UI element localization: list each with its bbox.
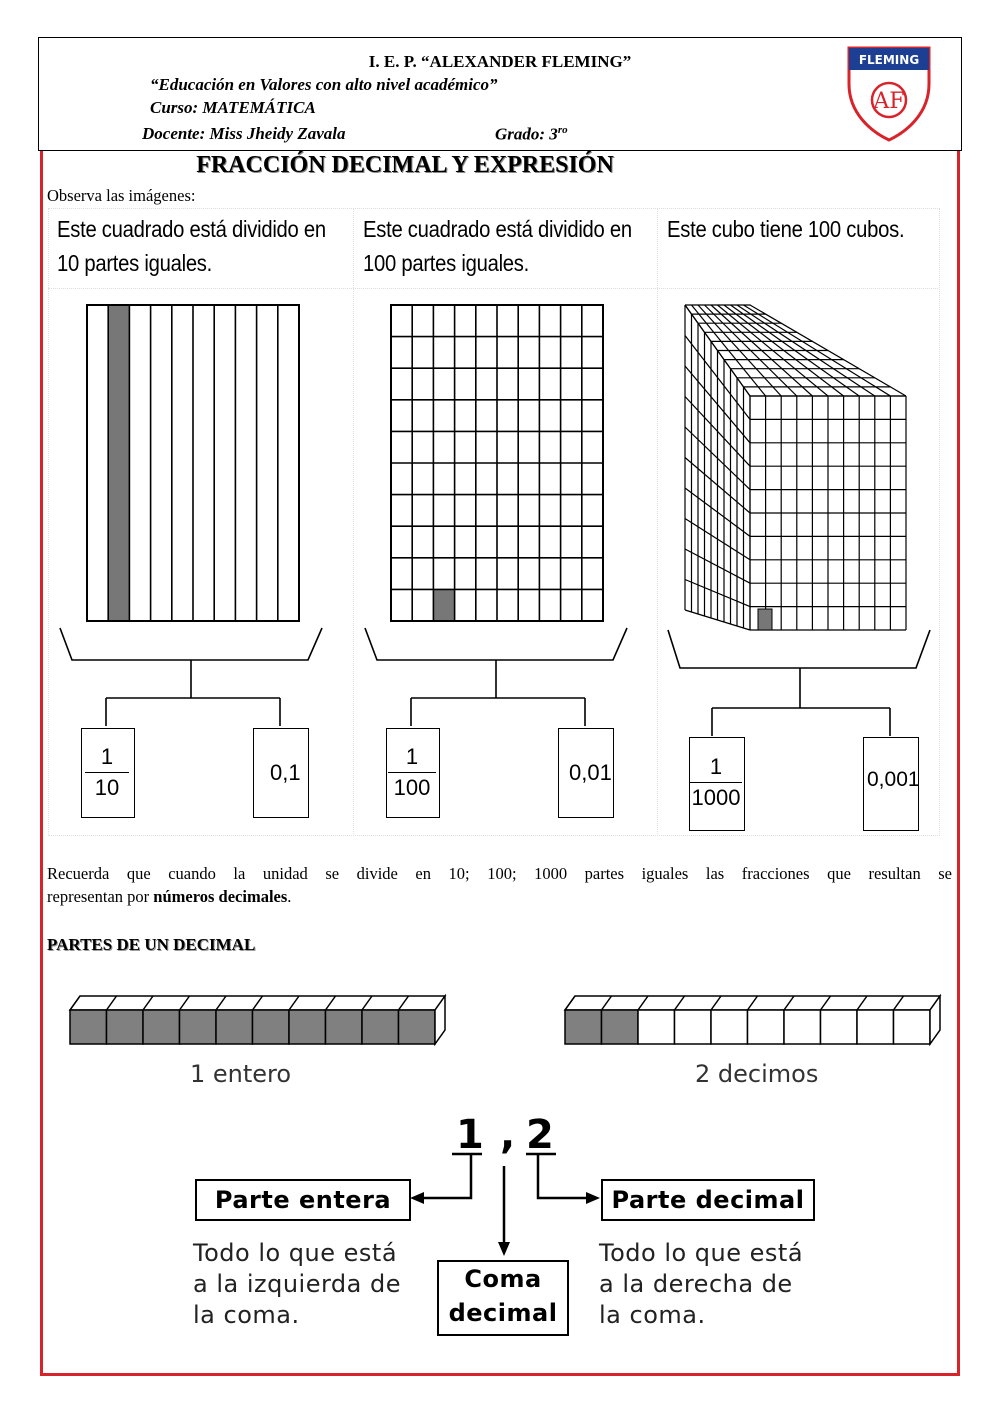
comma-box: Coma decimal (437, 1260, 569, 1336)
panel-divider (48, 288, 938, 289)
reminder-line-2: representan por números decimales. (47, 887, 292, 906)
bar-one-whole (68, 992, 452, 1054)
decimal-0-1: 0,1 (270, 760, 301, 785)
logo-text: FLEMING (858, 53, 920, 67)
fraction-1-100: 1 100 (388, 744, 436, 801)
decimal-part-box: Parte decimal (601, 1179, 815, 1221)
number-arrows (400, 1150, 610, 1260)
section-title: PARTES DE UN DECIMAL (47, 935, 256, 954)
thousand-cube (680, 300, 912, 636)
panel-1-text: Este cuadrado está dividido en 10 partes iguales. (57, 216, 326, 276)
main-title: FRACCIÓN DECIMAL Y EXPRESIÓN (196, 152, 614, 178)
label-one-whole: 1 entero (190, 1060, 292, 1088)
fraction-1-1000: 1 1000 (691, 754, 741, 810)
teacher-name: Docente: Miss Jheidy Zavala (142, 124, 346, 143)
number-integer: 1 (456, 1112, 484, 1158)
decimal-part-description: Todo lo que está a la derecha de la coma. (599, 1239, 804, 1329)
bar-two-tenths (563, 992, 947, 1054)
panel-3-text: Este cubo tiene 100 cubos. (667, 216, 905, 242)
integer-part-description: Todo lo que está a la izquierda de la coma. (193, 1239, 401, 1329)
decimal-0-01: 0,01 (569, 760, 612, 785)
fraction-1-10: 1 10 (85, 744, 129, 801)
school-name: I. E. P. “ALEXANDER FLEMING” (368, 52, 632, 71)
observe-text: Observa las imágenes: (47, 186, 196, 205)
connector-lines (50, 622, 940, 742)
reminder-line-1: Recuerda que cuando la unidad se divide en 10; 100; 1000 partes iguales las fracciones que resultan se (47, 864, 952, 883)
logo-letters: AF (873, 89, 905, 114)
decimal-0-001: 0,001 (867, 768, 920, 791)
number-comma: , (500, 1112, 516, 1158)
grade: Grado: $3^{ro}$ (495, 124, 568, 144)
school-logo (846, 44, 932, 142)
tenths-square (86, 304, 300, 622)
label-two-tenths: 2 decimos (695, 1060, 819, 1088)
hundredths-square (390, 304, 604, 622)
number-decimal: 2 (526, 1112, 554, 1158)
integer-part-box: Parte entera (195, 1179, 411, 1221)
course-name: Curso: MATEMÁTICA (150, 98, 316, 117)
school-motto: “Educación en Valores con alto nivel académico” (150, 75, 498, 94)
panel-2-text: Este cuadrado está dividido en 100 partes iguales. (363, 216, 632, 276)
